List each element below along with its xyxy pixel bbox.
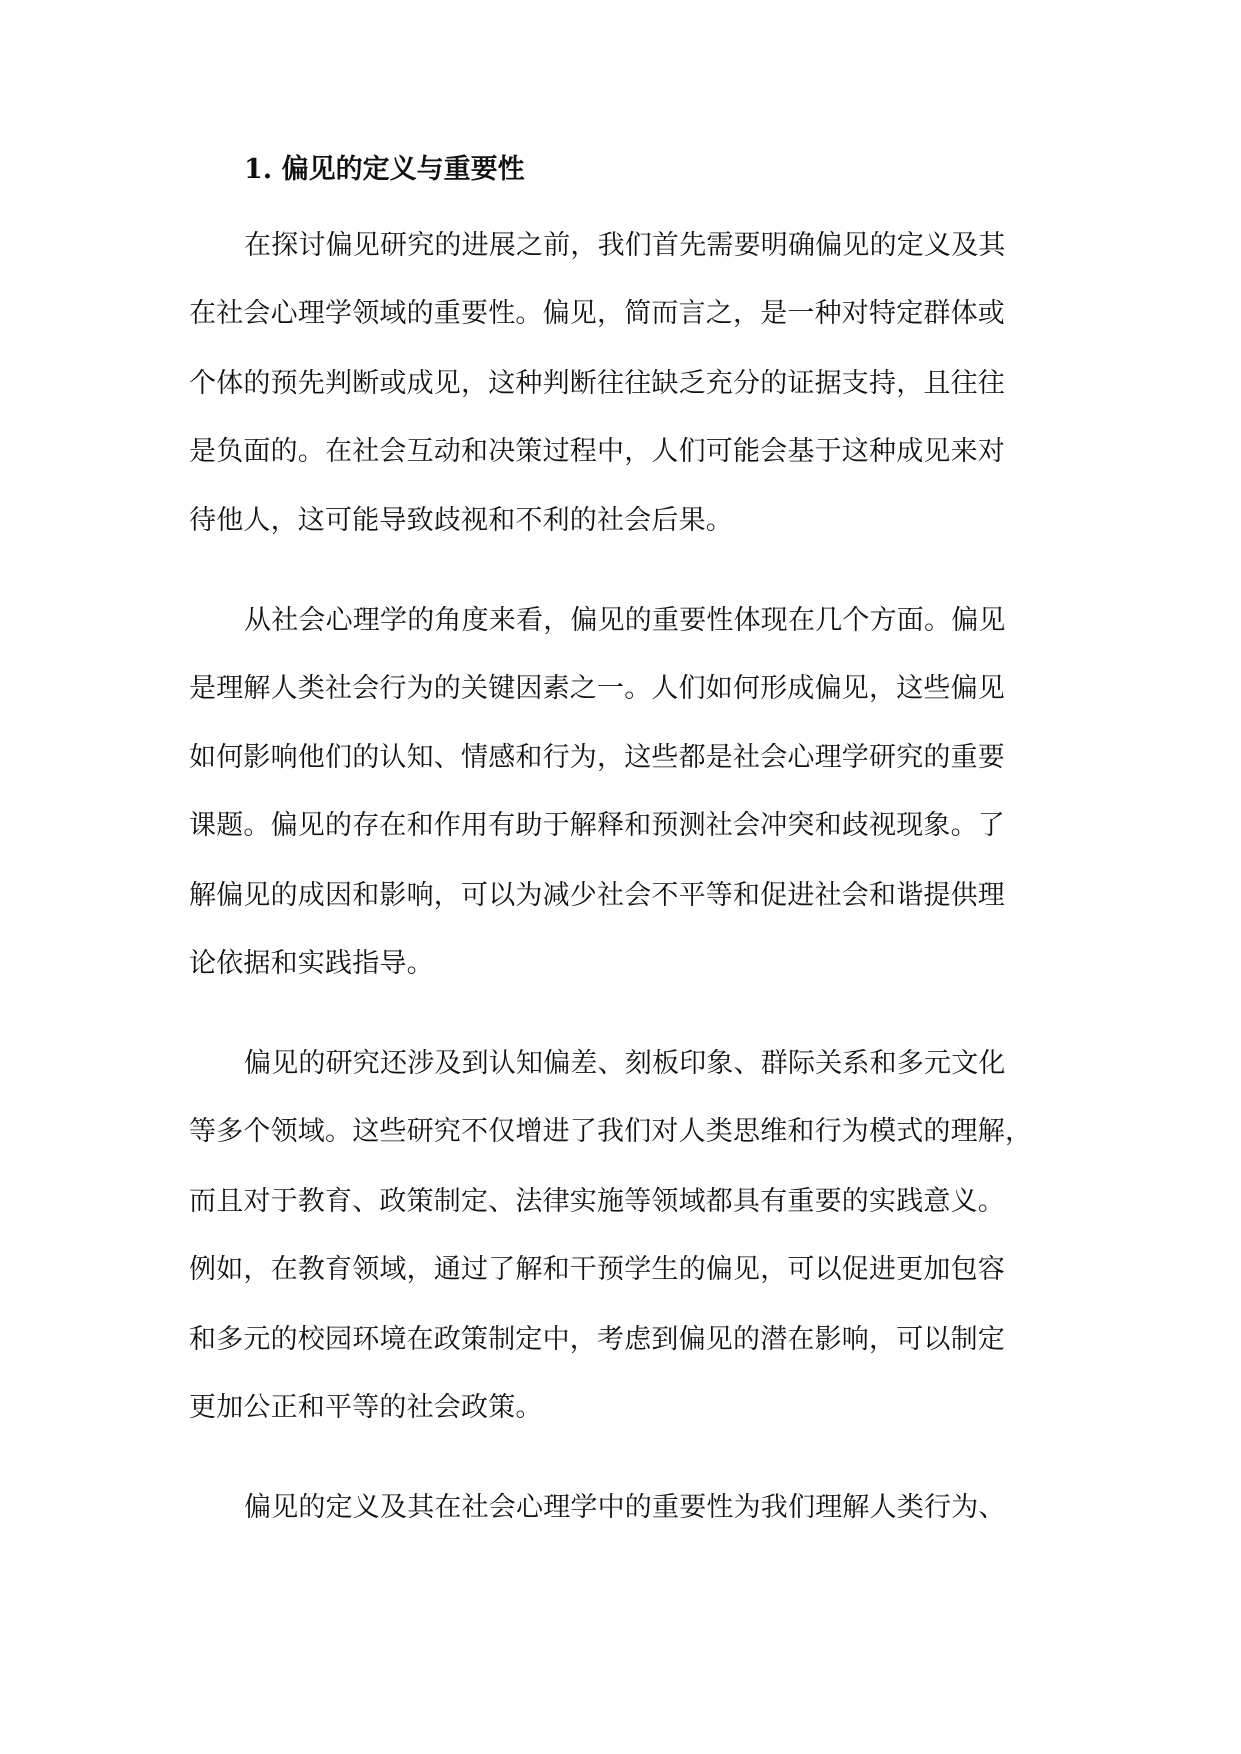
paragraph-1-line-3: 个体的预先判断或成见，这种判断往往缺乏充分的证据支持，且往往: [189, 368, 1005, 399]
paragraph-3-line-5: 和多元的校园环境在政策制定中，考虑到偏见的潜在影响，可以制定: [189, 1324, 1005, 1355]
section-heading: 1. 偏见的定义与重要性: [244, 154, 525, 185]
paragraph-2-line-4: 课题。偏见的存在和作用有助于解释和预测社会冲突和歧视现象。了: [189, 810, 1005, 841]
paragraph-3-line-3: 而且对于教育、政策制定、法律实施等领域都具有重要的实践意义。: [189, 1186, 1005, 1217]
paragraph-3-line-6: 更加公正和平等的社会政策。: [189, 1392, 543, 1423]
paragraph-3-line-4: 例如，在教育领域，通过了解和干预学生的偏见，可以促进更加包容: [189, 1254, 1005, 1285]
paragraph-2-line-6: 论依据和实践指导。: [189, 948, 434, 979]
paragraph-2-line-1: 从社会心理学的角度来看，偏见的重要性体现在几个方面。偏见: [244, 605, 1006, 636]
paragraph-1-line-4: 是负面的。在社会互动和决策过程中，人们可能会基于这种成见来对: [189, 436, 1005, 467]
paragraph-1-line-1: 在探讨偏见研究的进展之前，我们首先需要明确偏见的定义及其: [244, 230, 1006, 261]
paragraph-3-line-2: 等多个领域。这些研究不仅增进了我们对人类思维和行为模式的理解，: [189, 1116, 1033, 1147]
paragraph-2-line-5: 解偏见的成因和影响，可以为减少社会不平等和促进社会和谐提供理: [189, 880, 1005, 911]
paragraph-3-line-1: 偏见的研究还涉及到认知偏差、刻板印象、群际关系和多元文化: [244, 1048, 1006, 1079]
paragraph-2-line-2: 是理解人类社会行为的关键因素之一。人们如何形成偏见，这些偏见: [189, 673, 1005, 704]
paragraph-2-line-3: 如何影响他们的认知、情感和行为，这些都是社会心理学研究的重要: [189, 742, 1005, 773]
paragraph-1-line-2: 在社会心理学领域的重要性。偏见，简而言之，是一种对特定群体或: [189, 298, 1005, 329]
paragraph-4-line-1: 偏见的定义及其在社会心理学中的重要性为我们理解人类行为、: [244, 1492, 1006, 1523]
paragraph-1-line-5: 待他人，这可能导致歧视和不利的社会后果。: [189, 505, 733, 536]
